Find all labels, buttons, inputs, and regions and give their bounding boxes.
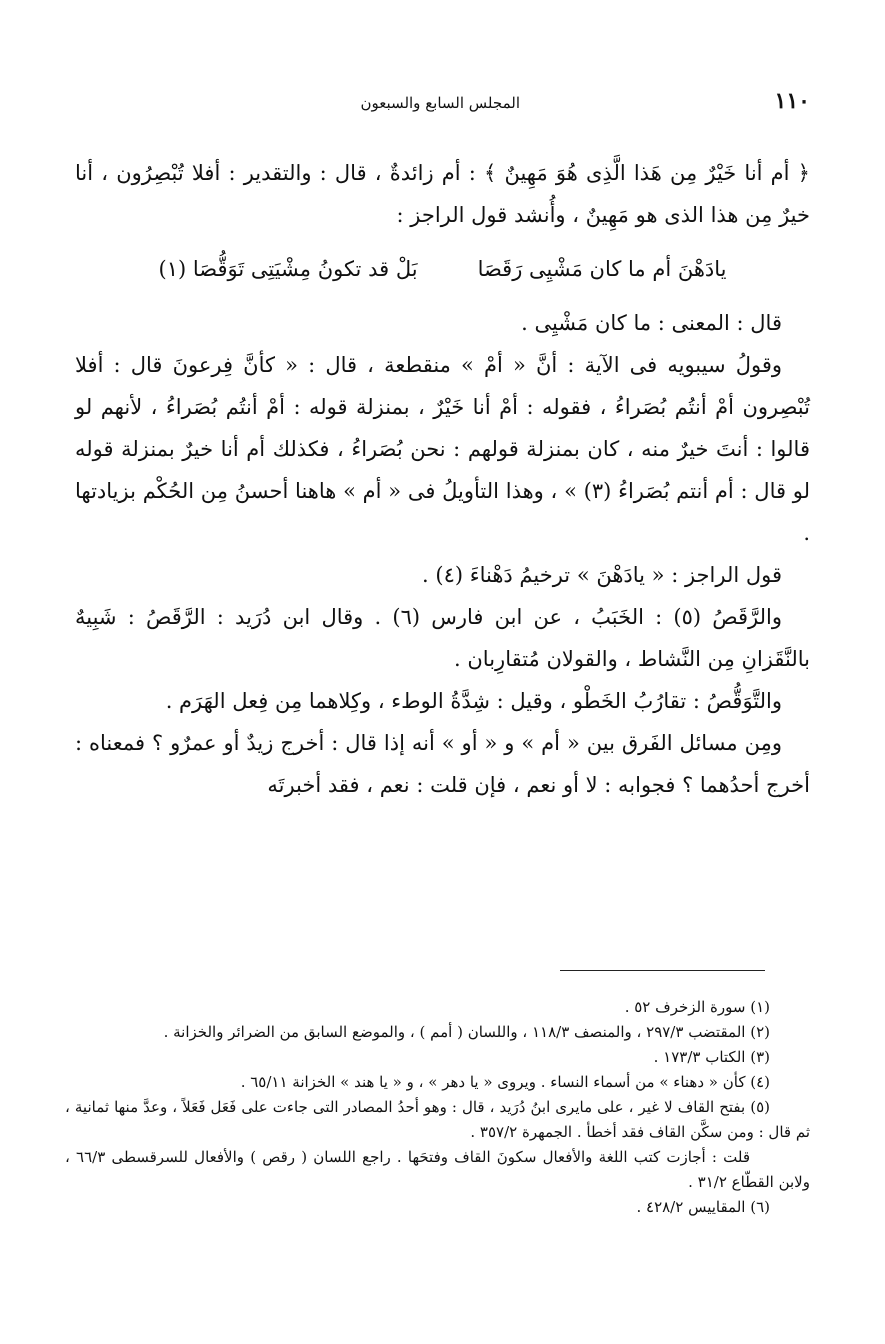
page-number: ١١٠ [774,88,810,114]
footnote-2: (٢) المقتضب ٢٩٧/٣ ، والمنصف ١١٨/٣ ، واللسان ( أمم ) ، والموضع السابق من الضرائر والخزانة . [163,1023,770,1041]
footnote-6: (٦) المقاييس ٤٢٨/٢ . [636,1198,770,1216]
paragraph-tawaqqus: والتَّوَقُّصُ : تقارُبُ الخَطْو ، وقيل : شِدَّةُ الوطء ، وكِلاهما مِن فِعل الهَرَم . [165,689,782,713]
poetry-verse [75,236,810,302]
page-header [75,88,810,122]
footnote-3: (٣) الكتاب ١٧٣/٣ . [653,1048,770,1066]
footnotes [65,995,810,1220]
paragraph-raqas: والرَّقَصُ (٥) : الخَبَبُ ، عن ابن فارس (٦) . وقال ابن دُرَيد : الرَّقَصُ : شَبِيهٌ بالنَّقَزانِ مِن النَّشاط ، والقولان مُتقارِبان . [75,605,810,671]
paragraph-meaning: قال : المعنى : ما كان مَشْيِى . [521,311,782,335]
footnote-4: (٤) كأن « دهناء » من أسماء النساء . ويروى « يا دهر » ، و « يا هند » الخزانة ٦٥/١١ . [240,1073,770,1091]
footnote-separator [560,970,765,971]
running-title: المجلس السابع والسبعون [360,94,520,112]
paragraph-quran-quote: ﴿ أم أنا خَيْرٌ مِن هَذا الَّذِى هُوَ مَهِينٌ ﴾ : أم زائدةٌ ، قال : والتقدير : أفلا تُبْصِرُون ، أنا خيرٌ مِن هذا الذى هو مَهِينٌ ، وأُنشد قول الراجز : [75,161,810,227]
footnote-5-note: قلت : أجازت كتب اللغة والأفعال سكونَ القاف وفتحَها . راجع اللسان ( رقص ) والأفعال للسرقسطى ٦٦/٣ ، ولابن القطّاع ٣١/٢ . [65,1148,810,1191]
paragraph-tarkhim: قول الراجز : « يادَهْنَ » ترخيمُ دَهْناءَ (٤) . [422,563,782,587]
paragraph-am-aw: ومِن مسائل الفَرق بين « أم » و « أو » أنه إذا قال : أخرج زيدٌ أو عمرٌو ؟ فمعناه : أخرج أحدُهما ؟ فجوابه : لا أو نعم ، فإن قلت : نعم ، فقد أخبرتَه [75,731,810,797]
verse-first-hemistich: يادَهْنَ أم ما كان مَشْيِى رَقَصَا [477,257,727,281]
footnote-5: (٥) بفتح القاف لا غير ، على مايرى ابنُ دُرَيد ، قال : وهو أحدُ المصادر التى جاءت على فَعَل فَعَلاً ، وعدَّ منها ثمانية ، ثم قال : ومن سكَّن القاف فقد أخطأ . الجمهرة ٣٥٧/٢ . [65,1098,810,1141]
verse-second-hemistich: بَلْ قد تكونُ مِشْيَتِى تَوَقُّصَا (١) [158,257,418,281]
main-text [75,152,810,806]
footnote-1: (١) سورة الزخرف ٥٢ . [624,998,770,1016]
paragraph-sibawayh: وقولُ سيبويه فى الآية : أنَّ « أمْ » منقطعة ، قال : « كأنَّ فِرعونَ قال : أفلا تُبْصِرون أمْ أنتُم بُصَراءُ ، فقوله : أمْ أنا خَيْرٌ ، بمنزلة قوله : أمْ أنتُم بُصَراءُ ، لأنهم لو قالوا : أنتَ خيرٌ منه ، كان بمنزلة قولهم : نحن بُصَراءُ ، فكذلك أم أنا خيرٌ بمنزلة قوله لو قال : أم أنتم بُصَراءُ (٣) » ، وهذا التأويلُ فى « أم » هاهنا أحسنُ مِن الحُكْم بزيادتها . [75,353,810,545]
